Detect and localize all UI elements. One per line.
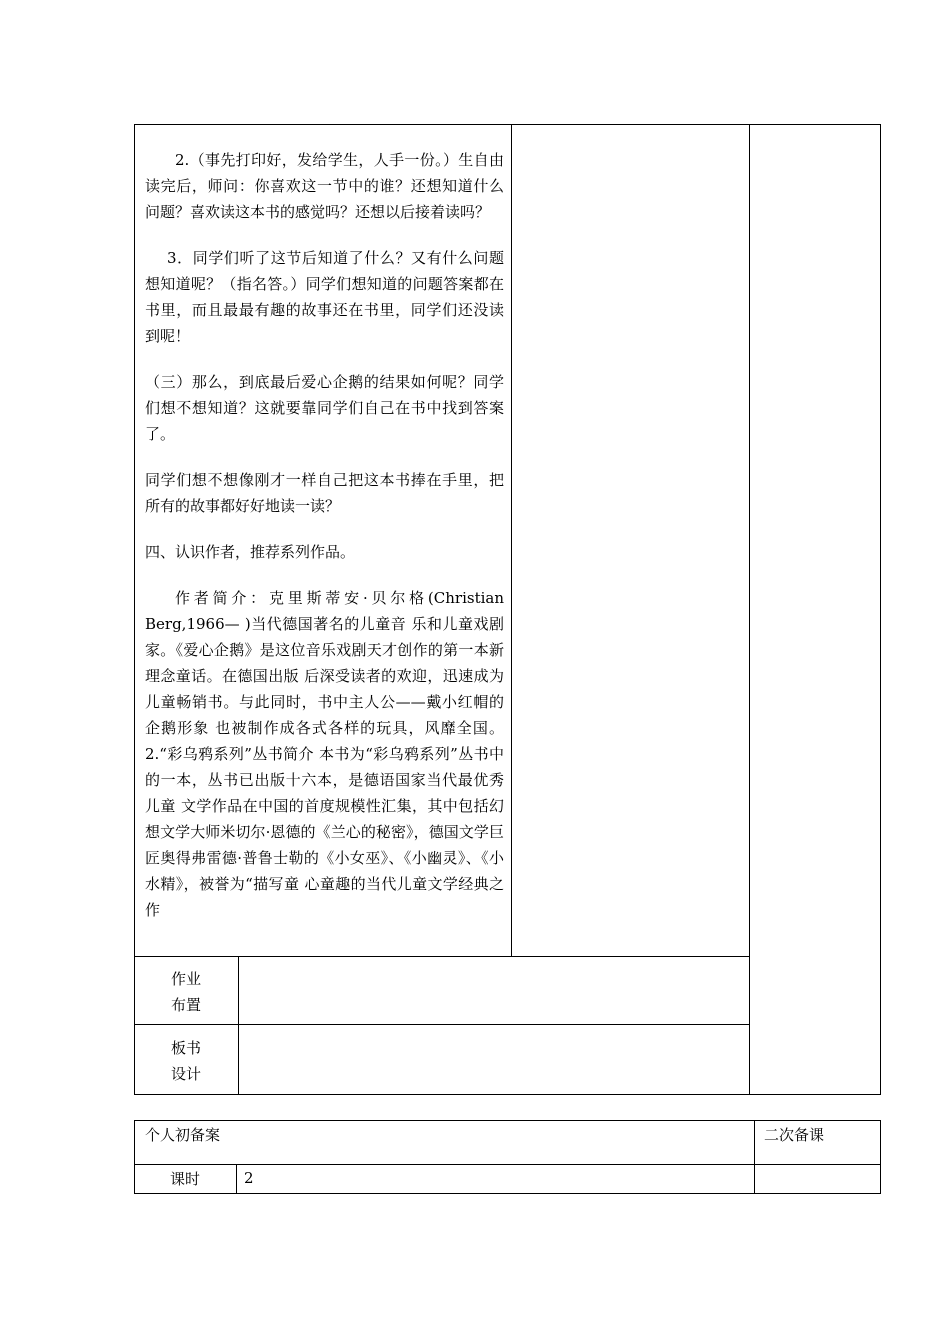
homework-label [134,966,238,1018]
lesson-content-cell [145,147,504,923]
paragraph-read-book: 同学们想不想像刚才一样自己把这本书捧在手里，把所有的故事都好好地读一读？ [145,471,504,515]
table-border [236,1164,237,1194]
paragraph-2: 2.（事先打印好，发给学生，人手一份。）生自由读完后，师问：你喜欢这一节中的谁？还想知道什么问题？喜欢读这本书的感觉吗？还想以后接着读吗？ [145,151,504,221]
table-border [754,1120,755,1194]
paragraph-section-3: （三）那么，到底最后爱心企鹅的结果如何呢？同学们想不想知道？这就要靠同学们自己在书中找到答案了。 [145,373,504,443]
table-border [238,956,239,1095]
paragraph-3: 3．同学们听了这节后知道了什么？又有什么问题想知道呢？（指名答。）同学们想知道的问题答案都在书里，而且最最有趣的故事还在书里，同学们还没读到呢！ [145,249,504,345]
table-border [880,124,881,1095]
table-border [880,1120,881,1194]
homework-label-line2: 布置 [170,996,201,1014]
table-border [134,124,881,125]
personal-plan-header: 个人初备案 [145,1126,221,1144]
period-value: 2 [244,1169,254,1187]
board-label-line1: 板书 [170,1039,201,1057]
period-label: 课时 [169,1170,200,1188]
table-border [511,124,512,956]
board-label-line2: 设计 [170,1065,201,1083]
second-prep-header: 二次备课 [764,1126,825,1144]
table-border [134,1094,881,1095]
board-design-label [134,1035,238,1087]
table-border [134,1193,881,1194]
table-border [134,124,135,1095]
homework-label-line1: 作业 [170,970,201,988]
author-intro: 作者简介：克里斯蒂安·贝尔格(Christian Berg,1966— )当代德国著名的儿童音 乐和儿童戏剧家。《爱心企鹅》是这位音乐戏剧天才创作的第一本新理念童话。在德国出版 后深受读者的欢迎，迅速成为儿童畅销书。与此同时，书中主人公——戴小红帽的企鹅形象 也被制作成各式各样的玩具，风靡全国。 2.“彩乌鸦系列”丛书简介 本书为“彩乌鸦系列”丛书中的一本，丛书已出版十六本，是德语国家当代最优秀儿童 文学作品在中国的首度规模性汇集，其中包括幻想文学大师米切尔·恩德的《兰心的秘密》，德国文学巨匠奥得弗雷德·普鲁士勒的《小女巫》、《小幽灵》、《小水精》，被誉为“描写童 心童趣的当代儿童文学经典之作 [145,589,504,919]
table-border [134,956,750,957]
section-4-heading: 四、认识作者，推荐系列作品。 [145,543,356,561]
table-border [134,1120,881,1121]
table-border [749,124,750,1095]
table-border [134,1024,750,1025]
